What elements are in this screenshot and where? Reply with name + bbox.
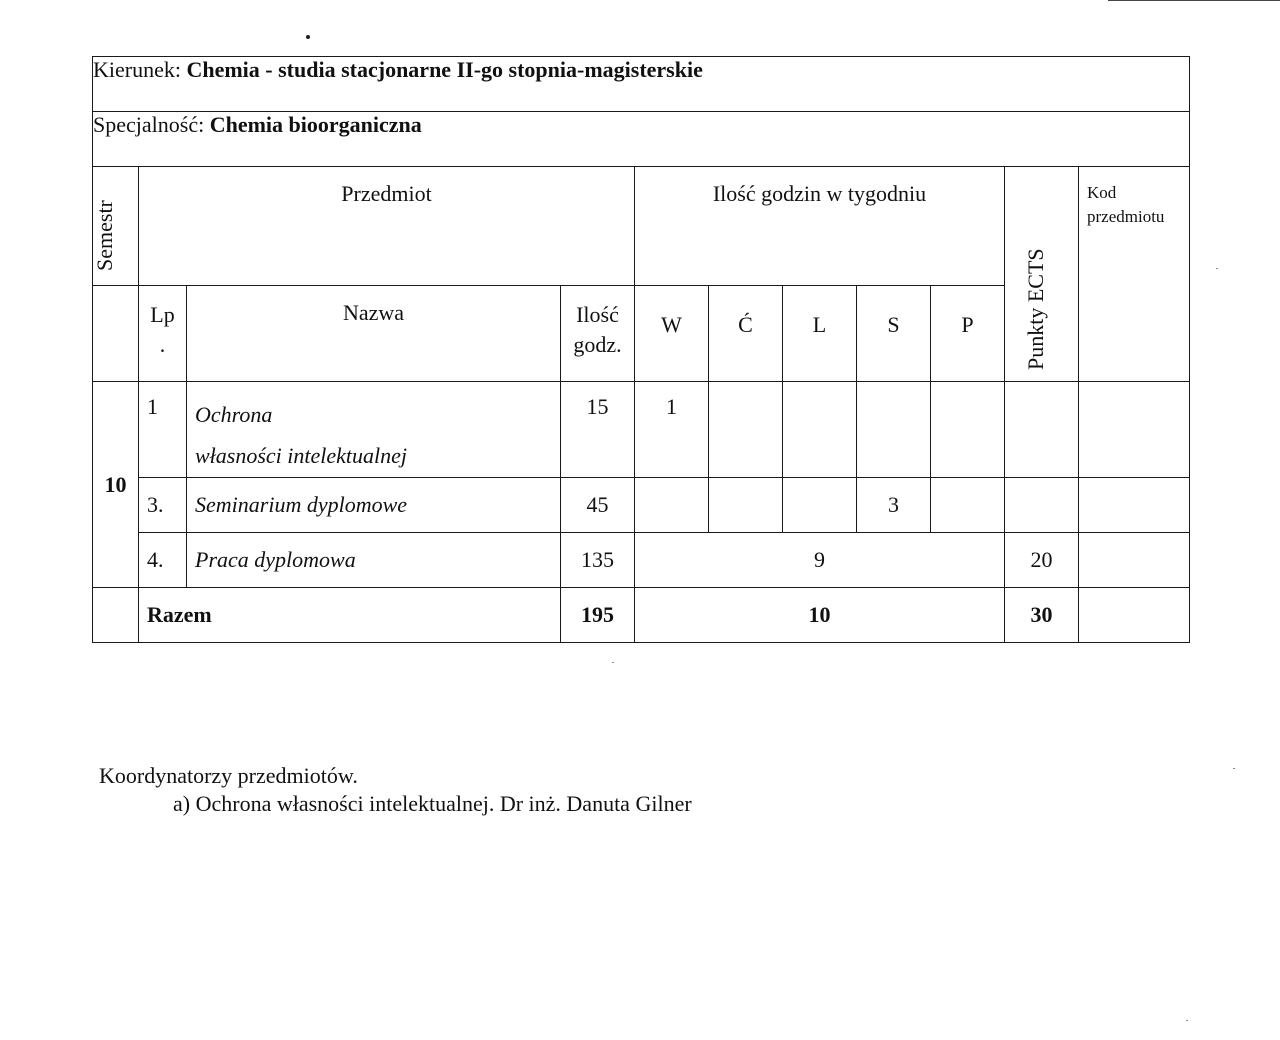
row-ilosc: 45	[561, 478, 635, 533]
ilosc-header	[561, 286, 635, 382]
row-ects: 20	[1005, 533, 1079, 588]
row-kod	[1079, 533, 1190, 588]
lp-header	[139, 286, 187, 382]
kod-header-line1: Kod	[1087, 183, 1117, 202]
kierunek-row	[93, 57, 1190, 112]
row-s	[857, 382, 931, 478]
row-weekly-total: 9	[635, 533, 1005, 588]
kierunek-label: Kierunek:	[93, 57, 181, 82]
scan-speck	[1216, 268, 1218, 269]
total-row	[93, 588, 1190, 643]
nazwa-header: Nazwa	[187, 286, 561, 382]
kod-header	[1079, 167, 1190, 382]
row-ects	[1005, 382, 1079, 478]
row-lp: 4.	[139, 533, 187, 588]
l-header: L	[783, 286, 857, 382]
row-w	[635, 478, 709, 533]
scan-speck	[1233, 768, 1235, 769]
scan-edge-line	[1108, 0, 1280, 1]
table-row	[93, 533, 1190, 588]
row-ects	[1005, 478, 1079, 533]
total-weekly: 10	[635, 588, 1005, 643]
row-p	[931, 478, 1005, 533]
row-ilosc: 135	[561, 533, 635, 588]
lp-header-line2: .	[159, 332, 166, 357]
row-l	[783, 478, 857, 533]
row-kod	[1079, 382, 1190, 478]
total-ilosc: 195	[561, 588, 635, 643]
total-kod-empty	[1079, 588, 1190, 643]
coordinators-section	[99, 762, 692, 818]
c-header: Ć	[709, 286, 783, 382]
p-header: P	[931, 286, 1005, 382]
przedmiot-header: Przedmiot	[139, 167, 635, 286]
kierunek-value: Chemia - studia stacjonarne II-go stopnia-magisterskie	[186, 57, 703, 82]
row-lp: 1	[139, 382, 187, 478]
scan-speck	[1186, 1020, 1188, 1021]
specjalnosc-value: Chemia bioorganiczna	[209, 112, 422, 137]
specjalnosc-label: Specjalność:	[93, 112, 205, 137]
semestr-header	[93, 167, 139, 286]
table-row	[93, 478, 1190, 533]
row-nazwa	[187, 382, 561, 478]
ilosc-header-line2: godz.	[573, 332, 622, 357]
semester-cell: 10	[93, 382, 139, 588]
semestr-header-text: Semestr	[92, 200, 117, 271]
row-nazwa-line1: Ochrona	[195, 402, 273, 427]
lp-header-line1: Lp	[150, 302, 175, 327]
row-lp: 3.	[139, 478, 187, 533]
kod-header-line2: przedmiotu	[1087, 207, 1165, 226]
row-nazwa: Praca dyplomowa	[187, 533, 561, 588]
row-c	[709, 382, 783, 478]
row-c	[709, 478, 783, 533]
weekly-hours-header: Ilość godzin w tygodniu	[635, 167, 1005, 286]
row-p	[931, 382, 1005, 478]
coordinators-heading: Koordynatorzy przedmiotów.	[99, 763, 358, 788]
table-row	[93, 382, 1190, 478]
row-nazwa-line2: własności intelektualnej	[195, 443, 408, 468]
row-nazwa: Seminarium dyplomowe	[187, 478, 561, 533]
row-ilosc: 15	[561, 382, 635, 478]
s-header: S	[857, 286, 931, 382]
specjalnosc-row	[93, 112, 1190, 167]
coordinator-item-a: a) Ochrona własności intelektualnej. Dr inż. Danuta Gilner	[173, 791, 692, 816]
total-ects: 30	[1005, 588, 1079, 643]
total-semestr-empty	[93, 588, 139, 643]
ilosc-header-line1: Ilość	[576, 302, 619, 327]
stray-dot	[306, 35, 310, 39]
row-w: 1	[635, 382, 709, 478]
semestr-empty-cell	[93, 286, 139, 382]
row-s: 3	[857, 478, 931, 533]
row-kod	[1079, 478, 1190, 533]
curriculum-table	[92, 56, 1190, 643]
total-label: Razem	[139, 588, 561, 643]
row-l	[783, 382, 857, 478]
w-header: W	[635, 286, 709, 382]
scan-speck	[612, 662, 614, 663]
ects-header	[1005, 167, 1079, 382]
ects-header-text: Punkty ECTS	[1023, 248, 1048, 370]
